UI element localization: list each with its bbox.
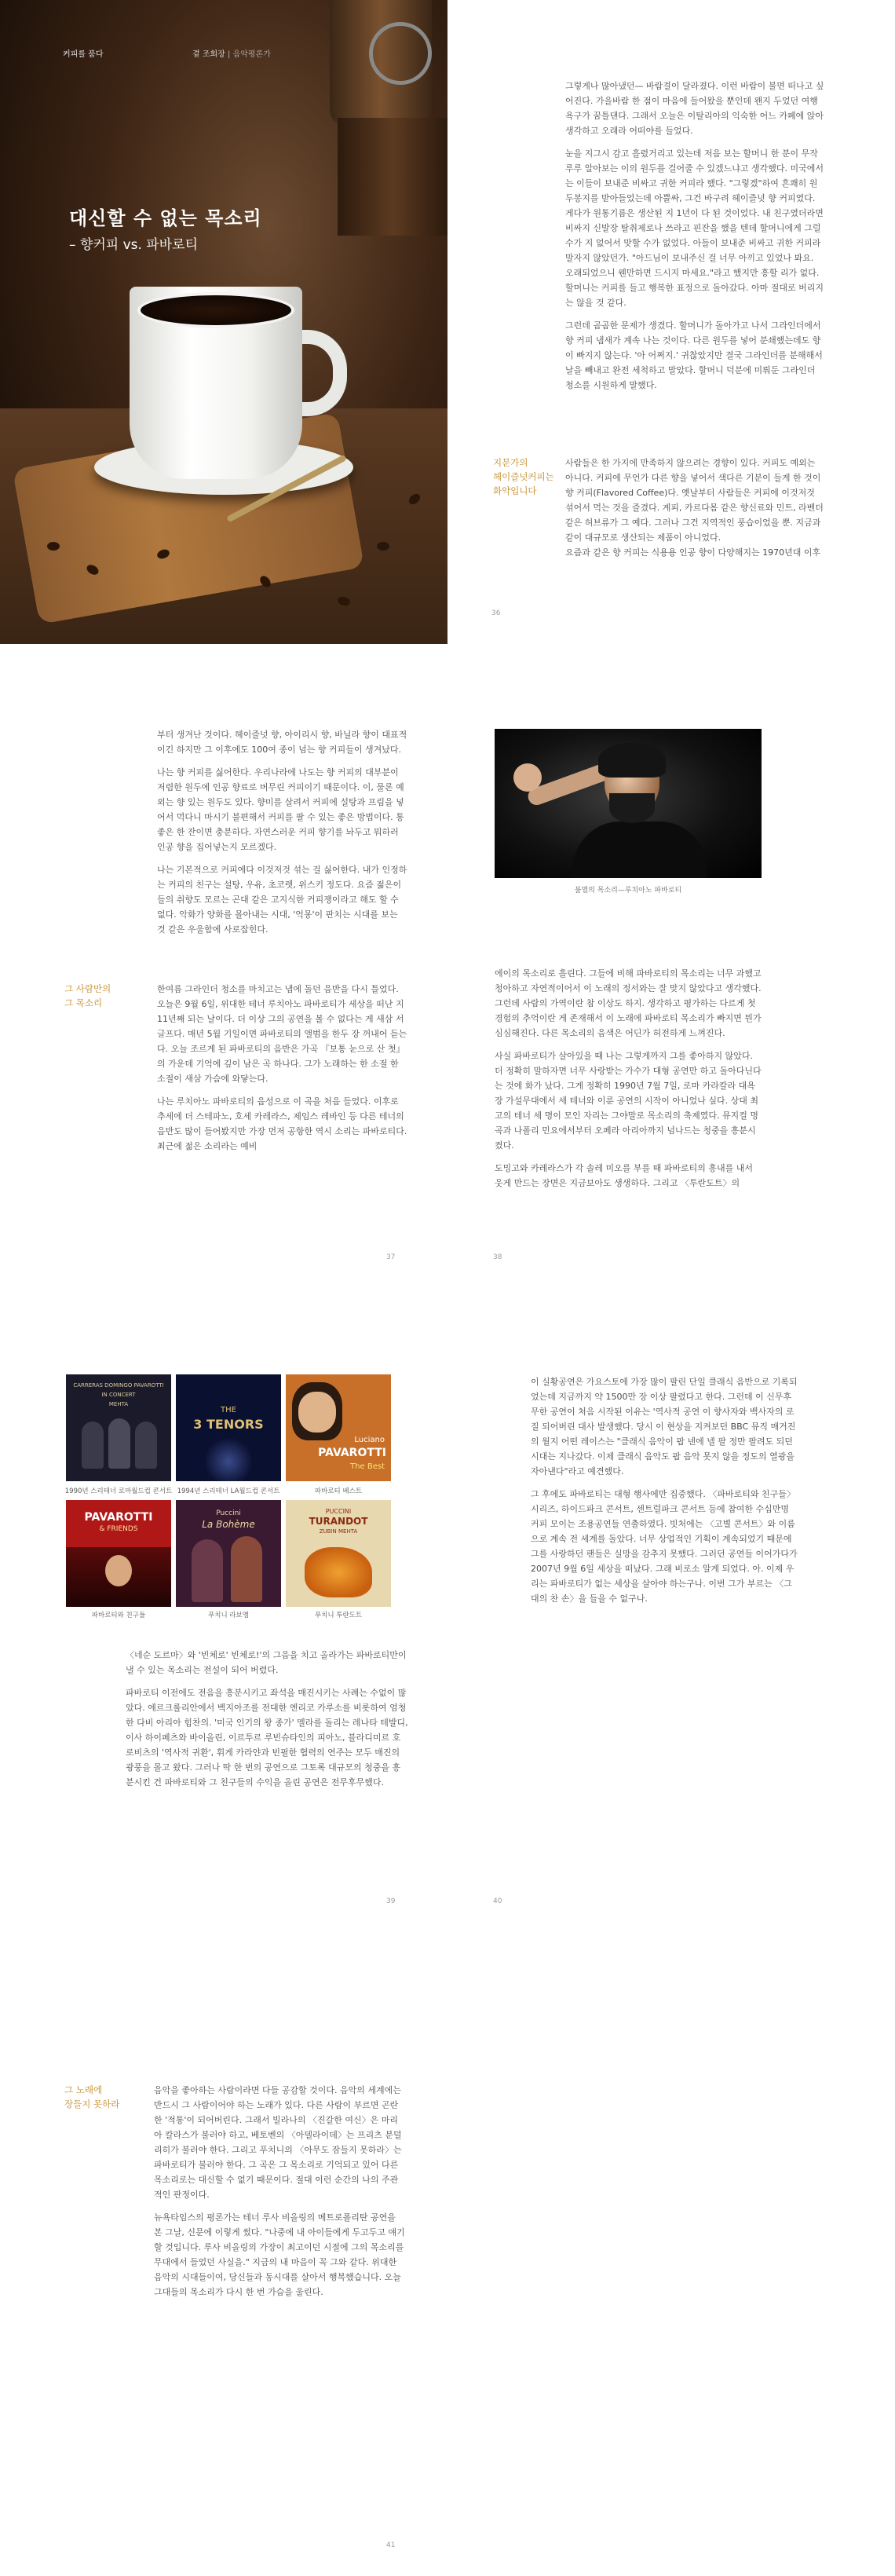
page-41-body xyxy=(154,2083,405,2307)
album-cover-three-tenors-la xyxy=(176,1374,281,1481)
album-line: CARRERAS DOMINGO PAVAROTTI xyxy=(73,1382,164,1389)
album-cover-pavarotti-best xyxy=(286,1374,391,1481)
page-38-body xyxy=(495,966,762,1198)
album-line: PAVAROTTI xyxy=(84,1511,153,1524)
paragraph: 그런데 곰곰한 문제가 생겼다. 할머니가 돌아가고 나서 그라인더에서 향 커피 냄새가 계속 나는 것이다. 다른 원두를 넣어 분쇄했는데도 향이 빠지지 않는다. '아 어쩌지.' 귀찮았지만 결국 그라인더를 분해해서 날을 빼내고 완전 세척하고 말았다. 할머니 덕분에 미뤄둔 그라인더 청소를 시원하게 말했다. xyxy=(565,320,823,390)
photo-caption: 불멸의 목소리—루치아노 파바로티 xyxy=(574,887,682,895)
article-title: 대신할 수 없는 목소리 xyxy=(69,207,262,229)
figure-body xyxy=(573,821,707,878)
album-cover-la-boheme xyxy=(176,1500,281,1607)
page-number: 38 xyxy=(493,1253,502,1261)
figure-beard xyxy=(609,793,655,823)
page-number: 39 xyxy=(386,1897,396,1905)
paragraph: 나는 기본적으로 커피에다 이것저것 섞는 걸 싫어한다. 내가 인정하는 커피의 친구는 설탕, 우유, 초코렛, 위스키 정도다. 요즘 젊은이들의 취향도 모르는 곤대 같은 고지식한 커피쟁이라고 해도 할 수 없다. 악화가 양화를 몰아내는 시대, '억몽'이 판치는 시대를 보는 것 같은 우울함에 사로잡힌다. xyxy=(157,865,407,935)
paragraph: 파바로티 이전에도 전음을 흥분시키고 좌석을 매진시키는 사례는 수없이 많았다. 에르크롤리안에서 벡지아조를 전대한 엔리코 카루소를 비롯하여 엄청한 다비 아리아 힘찬의. '미국 인기의 왕 종가' 멜라를 돌리는 레나타 테발디, 이사 하이페츠와 바이올린, 이르투르 루빈슈타인의 피아노, 블라디미르 호로비츠의 '역사적 귀환', 휘게 카라얀과 빈필한 협력의 연주는 모두 매진의 광풍을 몰고 왔다. 그러나 딱 한 번의 공연으로 그토록 대규모의 청중을 흥분시킨 건 파바로티와 그 친구들의 수익을 올린 공연은 전무후무했다. xyxy=(126,1688,408,1787)
paragraph: 눈을 지그시 감고 흘렸거리고 있는데 저음 보는 할머니 한 분이 무작루루 알아보는 이의 원두를 걸어줄 수 있겠느냐고 생각했다. 미국에서는 이들이 보내준 비싸고 귀한 커피라 했다. "그렇겠"하여 흔쾌히 원두봉지를 받아들었는데 아뿔싸, 그건 바구려 헤이즐넛 향 커피였다. 게다가 원통기름은 생산된 지 1년이 다 된 것이었다. 내 친구였더라면 비싸지 신발장 탈취제로나 쓰라고 핀잔을 했을 텐데 할머니에게 그럴수가 지 없어서 맞할 수가 없었다. 아들이 보내준 비싸고 귀한 커피라 말자지 않았던가. "아드님이 보내주신 걸 너무 아끼고 있었나 봐요. 오래되었으니 웬만하면 드시지 마세요."라고 했지만 흥할 리가 없다. 할머니는 커피를 들고 행복한 표정으로 돌아갔다. 아마 절대로 버리지는 않을 것 같다. xyxy=(565,148,824,308)
coffee-bean xyxy=(377,542,389,551)
page-number: 36 xyxy=(491,609,501,617)
spread-1 xyxy=(0,0,895,644)
paragraph: 그렇게나 많아냈던— 바람결이 달라졌다. 이런 바람이 불면 떠나고 싶어진다. 가을바람 한 점이 마음에 들어왔을 뿐인데 왠지 두었던 여행욕구가 꿈틀댄다. 그래서 오늘은 이탈리아의 익숙한 어느 카페에 앉아 생각하고 오래라 어떠야를 들었다. xyxy=(565,81,824,136)
paragraph: 부터 생겨난 것이다. 헤이즐넛 향, 아이리시 향, 바닐라 향이 대표적이긴 하지만 그 이후에도 100여 종이 넘는 향 커피들이 생겨났다. xyxy=(157,730,407,755)
page-number: 41 xyxy=(386,2541,396,2549)
album-line: La Bohème xyxy=(202,1519,255,1530)
section-label: 커피를 품다 xyxy=(63,50,104,59)
album-line: THE xyxy=(221,1406,236,1414)
album-line: IN CONCERT xyxy=(101,1392,136,1398)
paragraph: 도밍고와 카레라스가 각 솔레 미오를 부를 때 파바로티의 흥내를 내서 웃게 만드는 장면은 지금보아도 생생하다. 그리고 〈투란도트〉의 xyxy=(495,1163,753,1188)
album-cover-turandot xyxy=(286,1500,391,1607)
album-caption: 파바로티 베스트 xyxy=(314,1487,363,1495)
page-37-body-2 xyxy=(157,982,408,1162)
paragraph: 사실 파바로티가 살아있을 때 나는 그렇게까지 그를 좋아하지 않았다. 더 정확히 말하자면 너무 사랑받는 가수가 대형 공연만 하고 돌아다닌다는 것에 화가 났다. 그게 정확히 1990년 7월 7일, 로마 카라칼라 대욕장 가설무대에서 세 테너와 이룬 공연의 시작이 아니었나 싶다. 상대 최고의 테너 세 명이 모인 자리는 그야말로 목소리의 축제였다. 뮤지컬 명곡과 나폴리 민요에서부터 오페라 아리아까지 넘나드는 청중을 흥분시켰다. xyxy=(495,1051,762,1151)
paragraph: 그 후에도 파바로티는 대형 행사에만 집중했다. 〈파바로티와 친구들〉 시리즈, 하이드파크 콘서트, 센트럴파크 콘서트 등에 참여한 수십만명 커피 모이는 조용공연들 연출하였다. 빗처에는 〈고별 콘서트〉와 이름으로 계속 전 세계를 돌았다. 너무 상업적인 기획이 계속되었기 때문에 그를 사랑하던 팬들은 실망을 감추지 못했다. 그러던 공연들 이어가다가 2007년 9월 6일 세상을 떠났다. 그래 비로소 알게 되었다. 아. 이제 우리는 파바로티가 없는 세상을 살아야 하는구나. 이번 그가 부르는 〈그대의 찬 손〉을 들을 수 없구나. xyxy=(531,1489,798,1604)
album-caption: 푸치니 라보엠 xyxy=(208,1612,249,1619)
page-36-body xyxy=(565,79,824,401)
side-label-flavored: 지문가의 헤이즐넛커피는 화약입니다 xyxy=(493,457,554,496)
album-line: PUCCINI xyxy=(325,1508,352,1515)
page-number: 37 xyxy=(386,1253,396,1261)
paragraph: 뉴욕타임스의 평론가는 테너 루사 비올링의 메트로폴리탄 공연을 본 그날, 신문에 이렇게 썼다. "나중에 내 아이들에게 두고두고 얘기할 것입니다. 루사 비올링의 가장이 최고이던 시절에 그의 목소리를 무대에서 들었던 사실을." 지금의 내 마음이 꼭 그와 같다. 위대한 음악의 시대들이여, 당신들과 동시대를 살아서 행복했습니다. 오늘 그대들의 목소리가 다시 한 번 가슴을 울린다. xyxy=(154,2212,405,2297)
page-37-body xyxy=(157,727,408,945)
album-line: 3 TENORS xyxy=(193,1417,264,1432)
paragraph: 나는 루치아노 파바로티의 음성으로 이 곡을 처음 들었다. 이후로 추세에 더 스테파노, 호세 카레라스, 제임스 레바인 등 다른 테너의 음반도 많이 들어봤지만 가장 먼저 공항한 역시 소리는 파바로티다. 최근에 젊은 소리라는 예비 xyxy=(157,1096,407,1151)
side-label-nessun-dorma: 그 노래에 장들지 못하라 xyxy=(64,2084,120,2109)
spread-2 xyxy=(0,644,895,1288)
album-caption: 1990년 스리테너 로마월드컵 콘서트 xyxy=(64,1487,173,1495)
author-title: 음악평론가 xyxy=(232,50,271,59)
spread-3 xyxy=(0,1288,895,1932)
paragraph: 〈네순 도르마〉와 '빈체로' 빈체로!'의 그음을 치고 올라가는 파바로티만이 낼 수 있는 목소리는 전설이 되어 버렸다. xyxy=(126,1650,407,1675)
album-cover-three-tenors-rome xyxy=(66,1374,171,1481)
author-crumb: 곁 조회장 | 음악평론가 xyxy=(192,50,271,59)
album-line: ZUBIN MEHTA xyxy=(319,1528,358,1535)
side-label-voice: 그 사람만의 그 목소리 xyxy=(64,983,111,1008)
album-line: Luciano xyxy=(354,1436,385,1444)
album-caption: 푸치니 투란도트 xyxy=(314,1612,363,1619)
coffee-bean xyxy=(47,542,60,551)
article-subtitle: – 향커피 vs. 파바로티 xyxy=(69,237,198,253)
album-line: MEHTA xyxy=(108,1401,129,1407)
album-caption: 파바로티와 친구들 xyxy=(91,1612,146,1619)
album-cover-pavarotti-friends xyxy=(66,1500,171,1607)
coffee-surface xyxy=(137,292,294,328)
page-number: 40 xyxy=(493,1897,502,1905)
paragraph: 이 실황공연은 가요스토에 가장 많이 팔린 단일 클래식 음반으로 기록되었는데 지금까지 약 1500만 장 이상 팔렸다고 한다. 그런데 이 신무후무한 공연이 처음 시작된 이유는 '역사적 공연 이 향사자와 백사자의 로 질 되어버린 대사 발생했다. 당시 이 현상을 지켜보던 BBC 뮤직 매거진의 월지 어떤 레이스는 "클래식 음악이 팝 넨에 넬 팔 정만 팔려도 되던 시대는 지나갔다. 이제 클래식 음악도 팝 음악 못지 않을 정도의 열광을 자아낸다"라고 예견했다. xyxy=(531,1377,798,1476)
paragraph: 사람들은 한 가지에 만족하지 않으려는 경향이 있다. 커피도 예외는 아니다. 커피에 무언가 다른 향을 넣어서 색다른 기분이 들게 한 것이 향 커피(Flavored Coffee)다. 옛날부터 사람들은 커피에 이것저것 섞어서 먹는 것을 즐겼다. 계피, 카르다몸 같은 향신료와 민트, 라벤더 같은 허브류가 그 예다. 그러나 그건 지역적인 풍습이었을 뿐. 지금과 같이 대규모로 생산되는 제품이 아니었다. 요즘과 같은 향 커피는 식용용 인공 향이 다양해지는 1970년대 이후 xyxy=(565,458,824,558)
album-line: TURANDOT xyxy=(309,1516,368,1527)
album-line: Puccini xyxy=(216,1509,241,1517)
figure-hand xyxy=(513,763,542,792)
album-caption: 1994년 스리테너 LA월드컵 콘서트 xyxy=(177,1487,280,1495)
paragraph: 에이의 목소리로 흘린다. 그들에 비해 파바로티의 목소리는 너무 과했고 청아하고 자연적이어서 이 노래의 정서와는 잘 맞지 않았다고 생각했다. 그런데 사람의 가역이란 참 이상도 하지. 생각하고 평가하는 다르게 첫 경험의 추억이란 게 존재해서 이 노래에 파바로티 목소리가 빠지면 뭔가 심심해진다. 다른 목소리의 음색은 어딘가 허전하게 느껴진다. xyxy=(495,968,762,1038)
paragraph: 한여름 그라인더 청소를 마치고는 냅에 돌던 음반을 다시 틀었다. 오늘은 9월 6일, 위대한 테너 루치아노 파바로티가 세상을 떠난 지 11년째 되는 날이다. 더 이상 그의 공연을 볼 수 없다는 게 새삼 서글프다. 매년 5월 기일이면 파바로티의 앨범을 한두 장 꺼내어 듣는다. 오늘 조르게 된 파바로티의 음반은 가곡 『보통 눈으로 산 첫』의 가운데 기억에 깊이 남은 곡 하나다. 그가 노래하는 한 소절 한 소절이 새삼 가슴에 와닿는다. xyxy=(157,984,407,1084)
album-line: & FRIENDS xyxy=(99,1525,138,1533)
hero-coffee-photo xyxy=(0,0,448,644)
grinder-handle-wheel xyxy=(369,22,432,85)
grinder-box xyxy=(338,118,448,236)
author-name: 곁 조회장 xyxy=(192,50,225,59)
spread-4 xyxy=(0,1932,895,2576)
page-40-body xyxy=(531,1374,798,1614)
album-line: PAVAROTTI xyxy=(318,1447,386,1459)
pavarotti-photo xyxy=(495,729,762,878)
page-39-body xyxy=(126,1648,408,1798)
figure-hair xyxy=(598,743,666,778)
album-line: The Best xyxy=(350,1462,385,1471)
paragraph: 나는 향 커피를 싫어한다. 우리나라에 나도는 향 커피의 대부분이 저렴한 원두에 인공 향료로 버무린 커피이기 때문이다. 이, 물론 예외는 향 있는 원두도 있다. 향미를 살려서 커피에 설탕과 프림을 넣어서 먹다니 마시기 불편해서 커피를 팔 수 있는 좋은 방법이다. 통 좋은 한 잔이면 충분하다. 자연스러운 커피 향기를 놔두고 뭐하러 인공 향을 집어넣는지 모르겠다. xyxy=(157,767,404,852)
page-36-sidebar-body xyxy=(565,456,824,568)
paragraph: 음악을 좋아하는 사람이라면 다들 공감할 것이다. 음악의 세계에는 반드시 그 사람이어야 하는 노래가 있다. 다른 사람이 부르면 곤란한 '적통'이 되어버린다. 그래서 빌라나의 〈진갈한 여신〉은 마리아 칼라스가 불러야 하고, 베토벤의 〈아델라이데〉는 프리츠 분덜리히가 불러야 한다. 그리고 푸치니의 〈아무도 잠들지 못하라〉는 파바로티가 불러야 한다. 그 곡은 그 목소리로 기억되고 있어 다른 목소리로는 대신할 수 없기 때문이다. 절대 이런 순간의 나의 주관적인 판정이다. xyxy=(154,2085,402,2200)
